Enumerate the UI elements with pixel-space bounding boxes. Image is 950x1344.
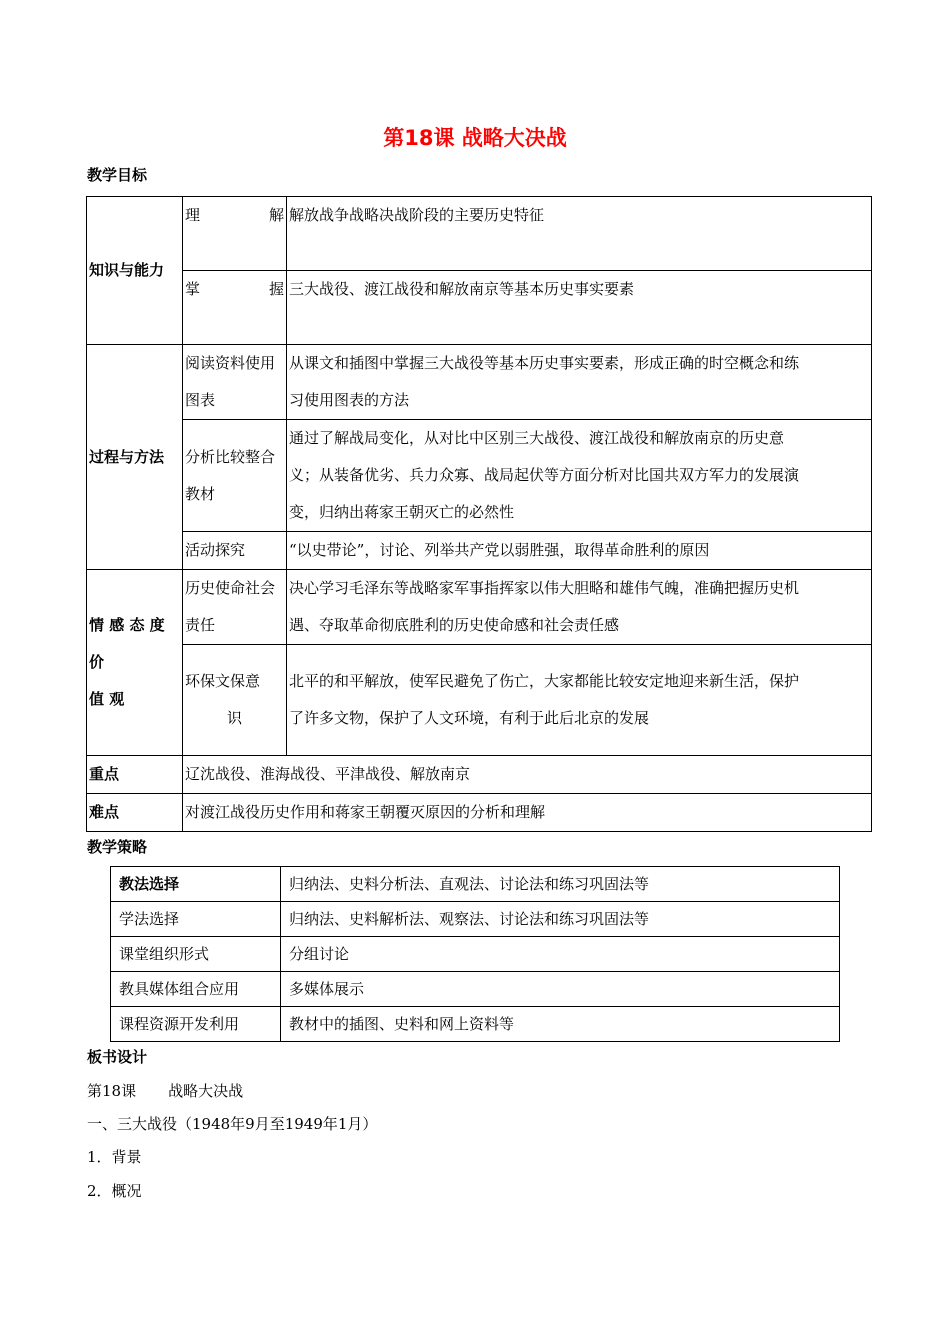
board-item-1: 1．背景 <box>87 1148 142 1166</box>
strategy-content: 归纳法、史料解析法、观察法、讨论法和练习巩固法等 <box>281 902 840 937</box>
board-item-2: 2．概况 <box>87 1182 142 1200</box>
strategy-label: 教具媒体组合应用 <box>111 972 281 1007</box>
type-cell: 分析比较整合 教材 <box>183 420 287 532</box>
strategy-label: 课堂组织形式 <box>111 937 281 972</box>
difficulty-content: 对渡江战役历史作用和蒋家王朝覆灭原因的分析和理解 <box>183 794 872 832</box>
content-cell: “以史带论”，讨论、列举共产党以弱胜强，取得革命胜利的原因 <box>287 532 872 570</box>
strategy-label: 课程资源开发利用 <box>111 1007 281 1042</box>
key-point-content: 辽沈战役、淮海战役、平津战役、解放南京 <box>183 756 872 794</box>
content-cell: 通过了解战局变化，从对比中区别三大战役、渡江战役和解放南京的历史意 义；从装备优劣、兵力众寡、战局起伏等方面分析对比国共双方军力的发展演 变，归纳出蒋家王朝灭亡的必然性 <box>287 420 872 532</box>
content-cell: 从课文和插图中掌握三大战役等基本历史事实要素，形成正确的时空概念和练 习使用图表的方法 <box>287 345 872 420</box>
type-cell: 掌 握 <box>183 271 287 345</box>
objectives-table <box>86 196 872 832</box>
content-cell: 解放战争战略决战阶段的主要历史特征 <box>287 197 872 271</box>
board-lesson-no: 第18课 <box>87 1082 137 1100</box>
key-point-label: 重点 <box>87 756 183 794</box>
type-cell: 环保文保意 识 <box>183 645 287 756</box>
strategy-table <box>110 866 840 1042</box>
category-process: 过程与方法 <box>87 345 183 570</box>
strategy-content: 分组讨论 <box>281 937 840 972</box>
type-cell: 阅读资料使用 图表 <box>183 345 287 420</box>
board-heading: 板书设计 <box>87 1048 148 1066</box>
board-lesson-title: 战略大决战 <box>168 1082 244 1100</box>
type-cell: 活动探究 <box>183 532 287 570</box>
type-cell: 理 解 <box>183 197 287 271</box>
strategy-label: 教法选择 <box>111 867 281 902</box>
strategy-content: 教材中的插图、史料和网上资料等 <box>281 1007 840 1042</box>
objectives-heading: 教学目标 <box>87 166 148 184</box>
difficulty-label: 难点 <box>87 794 183 832</box>
page-title: 第18课 战略大决战 <box>383 126 567 150</box>
strategy-content: 归纳法、史料分析法、直观法、讨论法和练习巩固法等 <box>281 867 840 902</box>
board-section-1: 一、三大战役（1948年9月至1949年1月） <box>87 1115 378 1133</box>
content-cell: 决心学习毛泽东等战略家军事指挥家以伟大胆略和雄伟气魄，准确把握历史机 遇、夺取革命彻底胜利的历史使命感和社会责任感 <box>287 570 872 645</box>
strategy-label: 学法选择 <box>111 902 281 937</box>
strategy-heading: 教学策略 <box>87 838 148 856</box>
category-knowledge: 知识与能力 <box>87 197 183 345</box>
type-cell: 历史使命社会 责任 <box>183 570 287 645</box>
content-cell: 北平的和平解放，使军民避免了伤亡，大家都能比较安定地迎来新生活，保护 了许多文物，保护了人文环境，有利于此后北京的发展 <box>287 645 872 756</box>
board-lesson-line <box>87 1080 243 1101</box>
strategy-content: 多媒体展示 <box>281 972 840 1007</box>
category-emotion: 情 感 态 度 价 值 观 <box>87 570 183 756</box>
content-cell: 三大战役、渡江战役和解放南京等基本历史事实要素 <box>287 271 872 345</box>
